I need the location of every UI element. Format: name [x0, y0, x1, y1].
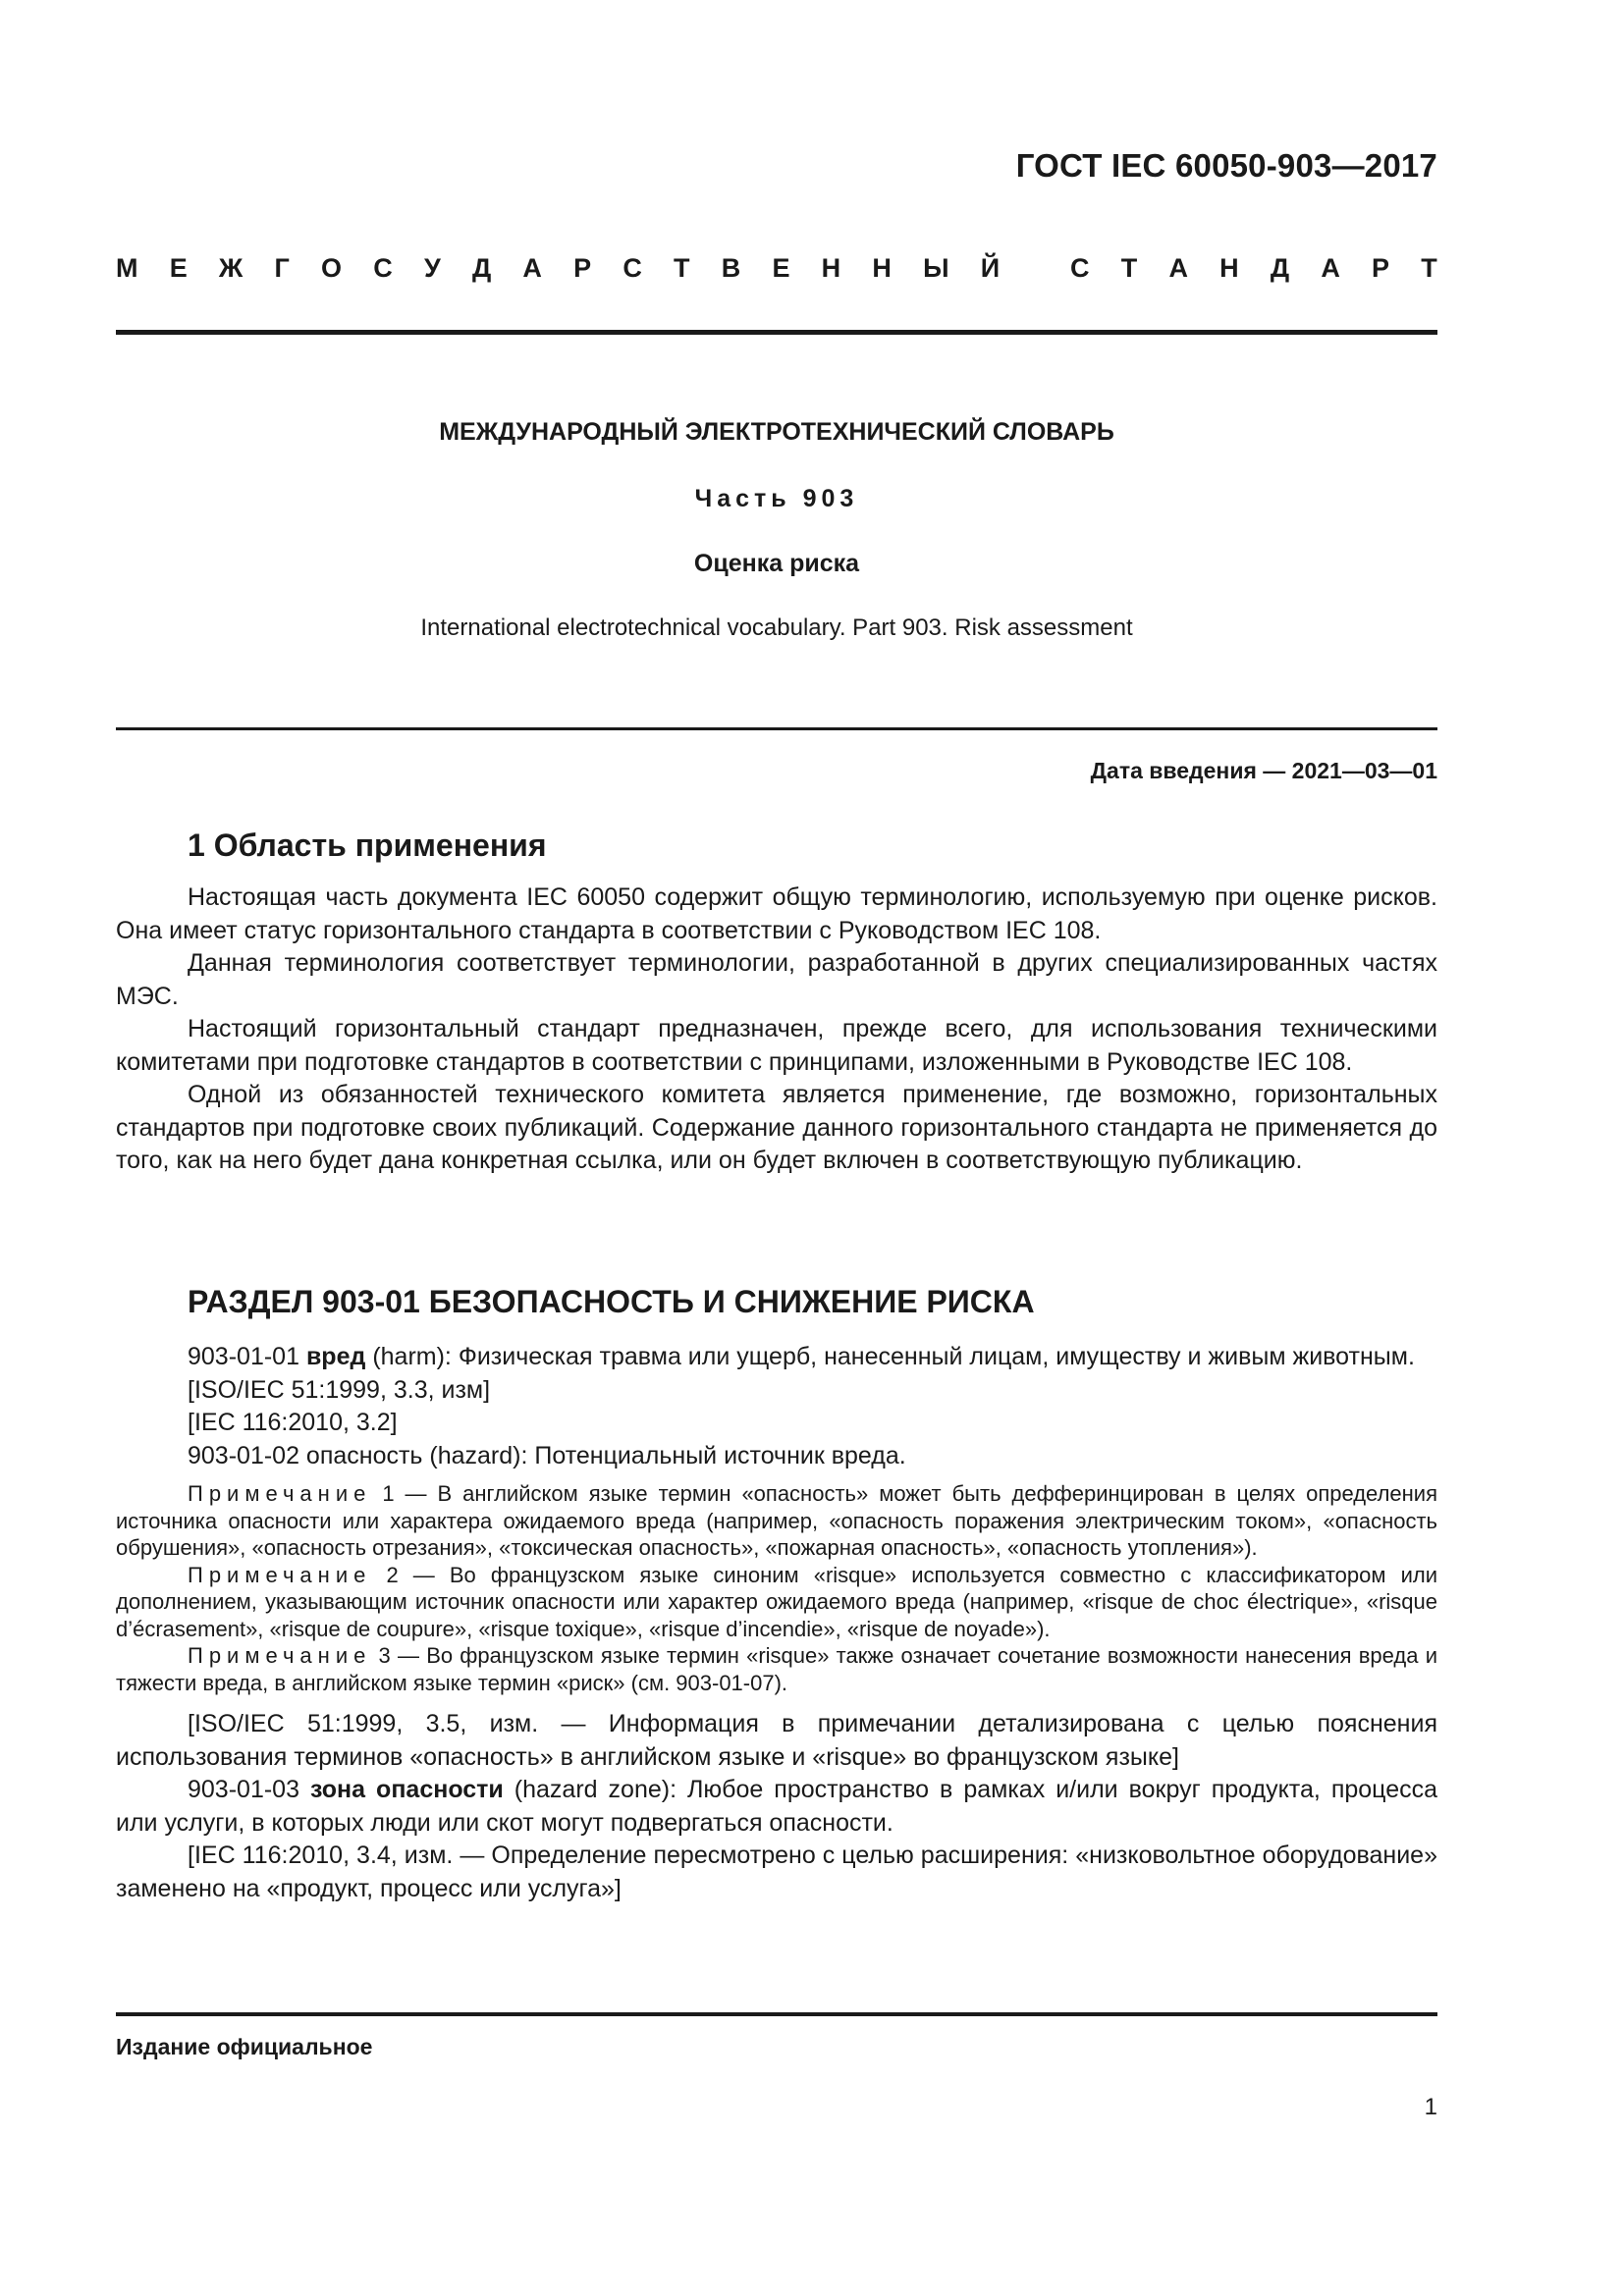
note-label: Примечание	[188, 1643, 372, 1668]
source-reference: [IEC 116:2010, 3.2]	[188, 1409, 398, 1436]
banner-letter: Т	[674, 253, 690, 283]
header-rule	[116, 330, 1437, 335]
term-entry	[116, 1774, 1437, 1840]
banner-letter: А	[522, 253, 542, 283]
banner-letter: Н	[1219, 253, 1239, 283]
official-edition-label: Издание официальное	[116, 2034, 373, 2059]
banner-letter: С	[1070, 253, 1090, 283]
banner-letter: Д	[1270, 253, 1290, 283]
note	[116, 1562, 1437, 1643]
section-heading-scope: 1 Область применения	[188, 828, 547, 863]
terms-text	[116, 1341, 1437, 1905]
note-label: Примечание	[188, 1562, 372, 1587]
note-text: 2 — Во французском языке синоним «risque» используется совместно с классификатором или дополнением, указывающим источник опасности или характер ожидаемого вреда (например, «risque de choc électrique», «risque d’écrasement», «risque de coupure», «risque toxique», «risque d’incendie», «risque de noyade»).	[116, 1562, 1437, 1641]
banner-letter: Е	[169, 253, 188, 283]
part-number: Часть 903	[694, 485, 859, 512]
banner-letter: А	[1321, 253, 1340, 283]
document-page	[116, 0, 1437, 2296]
note-text: 3 — Во французском языке термин «risque» также означает сочетание возможности нанесения вреда и тяжести вреда, в английском языке термин «риск» (см. 903-01-07).	[116, 1643, 1437, 1695]
banner-letter: О	[321, 253, 343, 283]
footer-rule	[116, 2012, 1437, 2016]
section-heading-903-01: РАЗДЕЛ 903-01 БЕЗОПАСНОСТЬ И СНИЖЕНИЕ РИСКА	[188, 1284, 1035, 1319]
banner-letter: Ж	[218, 253, 244, 283]
banner-letter: М	[116, 253, 138, 283]
paragraph: Настоящая часть документа IEC 60050 содержит общую терминологию, используемую при оценке рисков. Она имеет статус горизонтального стандарта в соответствии с Руководством IEC 108.	[116, 883, 1437, 944]
term-definition: (hazard zone): Любое пространство в рамках и/или вокруг продукта, процесса или услуги, в которых люди или скот могут подвергаться опасности.	[116, 1776, 1438, 1837]
banner-letter: Т	[1421, 253, 1437, 283]
term-name: вред	[305, 1343, 366, 1370]
banner-letter: Й	[980, 253, 1001, 283]
term-number: 903-01-01	[188, 1343, 299, 1370]
page-number: 1	[1424, 2094, 1437, 2120]
interstate-standard-banner	[116, 253, 1437, 284]
banner-letter: В	[721, 253, 741, 283]
banner-letter: Ы	[923, 253, 949, 283]
banner-letter: Е	[772, 253, 790, 283]
source-reference: [ISO/IEC 51:1999, 3.3, изм]	[188, 1375, 491, 1404]
standard-code: ГОСТ IEC 60050-903—2017	[1015, 147, 1437, 184]
paragraph: Одной из обязанностей технического комитета является применение, где возможно, горизонтальных стандартов при подготовке своих публикаций. Содержание данного горизонтального стандарта не применяется до того, как на него будет дана конкретная ссылка, или он будет включен в соответствующую публикацию.	[116, 1081, 1437, 1174]
introduction-date: Дата введения — 2021—03—01	[1090, 758, 1437, 783]
term-number: 903-01-03	[188, 1776, 299, 1803]
banner-letter: У	[423, 253, 441, 283]
banner-letter: Т	[1120, 253, 1138, 283]
paragraph: Данная терминология соответствует терминологии, разработанной в других специализированных частях МЭС.	[116, 949, 1437, 1010]
banner-letter: А	[1168, 253, 1188, 283]
english-title: International electrotechnical vocabulary. Part 903. Risk assessment	[420, 614, 1133, 641]
document-title: МЕЖДУНАРОДНЫЙ ЭЛЕКТРОТЕХНИЧЕСКИЙ СЛОВАРЬ	[439, 418, 1114, 446]
banner-letter: Р	[1372, 253, 1390, 283]
source-reference: [IEC 116:2010, 3.4, изм. — Определение пересмотрено с целью расширения: «низковольтное оборудование» заменено на «продукт, процесс или услуга»]	[116, 1842, 1437, 1902]
term-name: зона опасности	[309, 1776, 504, 1803]
note	[116, 1480, 1437, 1562]
banner-letter: Р	[573, 253, 592, 283]
term-entry: 903-01-02 опасность (hazard): Потенциальный источник вреда.	[188, 1441, 906, 1469]
banner-letter: Н	[821, 253, 841, 283]
banner-letter: Н	[872, 253, 892, 283]
term-definition: (harm): Физическая травма или ущерб, нанесенный лицам, имуществу и живым животным.	[372, 1343, 1415, 1370]
banner-letter: Г	[274, 253, 290, 283]
note-label: Примечание	[188, 1481, 372, 1506]
scope-text	[116, 881, 1437, 1178]
banner-letter: С	[373, 253, 393, 283]
banner-letter: Д	[471, 253, 492, 283]
note	[116, 1642, 1437, 1696]
title-rule	[116, 727, 1437, 730]
banner-letter	[1031, 253, 1039, 284]
note-text: 1 — В английском языке термин «опасность» может быть дефферинцирован в целях определения источника опасности или характера ожидаемого вреда (например, «опасность поражения электрическим током», «опасность обрушения», «опасность отрезания», «токсическая опасность», «пожарная опасность», «опасность утопления»).	[116, 1481, 1437, 1560]
document-subtitle: Оценка риска	[693, 550, 860, 577]
banner-letter: С	[623, 253, 642, 283]
paragraph: Настоящий горизонтальный стандарт предназначен, прежде всего, для использования техническими комитетами при подготовке стандартов в соответствии с принципами, изложенными в Руководстве IEC 108.	[116, 1015, 1437, 1076]
source-reference: [ISO/IEC 51:1999, 3.5, изм. — Информация в примечании детализирована с целью пояснения использования терминов «опасность» в английском языке и «risque» во французском языке]	[116, 1710, 1437, 1771]
term-entry	[116, 1341, 1437, 1374]
